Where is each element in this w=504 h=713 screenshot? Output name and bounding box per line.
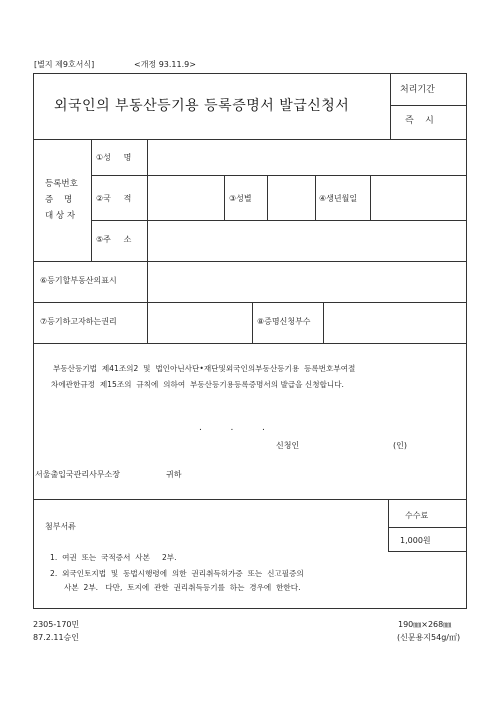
name-field-label: ①성 명 xyxy=(96,153,132,162)
fee-label: 수수료 xyxy=(405,511,429,520)
recipient-office: 서울출입국관리사무소장 xyxy=(35,470,121,479)
nationality-field[interactable] xyxy=(148,176,224,220)
name-field[interactable] xyxy=(148,140,466,175)
birth-field-label: ④생년월일 xyxy=(319,194,358,203)
address-field[interactable] xyxy=(148,221,466,261)
footer-approval: 87.2.11승인 xyxy=(33,633,79,642)
statement-line1: 부동산등기법 제41조의2 및 법인아닌사단•재단및외국인의부동산등기용 등록번호부여절 xyxy=(53,364,356,373)
processing-period-value: 즉 시 xyxy=(405,116,434,126)
attachment-item-2-line2: 사본 2부. 다만, 토지에 관한 권리취득등기를 하는 경우에 한한다. xyxy=(64,583,301,592)
copies-field-label: ⑧증명신청부수 xyxy=(257,317,311,326)
attachment-item-2-line1: 2. 외국인토지법 및 동법시행령에 의한 권리취득허가증 또는 신고필증의 xyxy=(50,569,304,578)
rights-field[interactable] xyxy=(148,303,252,343)
sex-field-label: ③성별 xyxy=(229,194,252,203)
processing-period-label: 처리기간 xyxy=(400,85,435,95)
fee-amount: 1,000원 xyxy=(400,536,431,545)
application-date: . . . xyxy=(199,423,265,433)
revision-note: <개정 93.11.9> xyxy=(134,60,196,69)
form-number: [별지 제9호서식] xyxy=(34,60,95,69)
birth-field[interactable] xyxy=(371,176,466,220)
statement-line2: 차에관한규정 제15조의 규칙에 의하여 부동산등기용등록증명서의 발급을 신청합니다. xyxy=(51,380,344,389)
footer-code: 2305-170민 xyxy=(33,620,80,629)
attachment-item-1: 1. 여권 또는 국적증서 사본 2부. xyxy=(50,553,177,562)
property-field-label: ⑥등기할부동산의표시 xyxy=(40,276,117,285)
address-field-label: ⑤주 소 xyxy=(96,235,132,244)
property-field[interactable] xyxy=(148,262,466,302)
applicant-seal: (인) xyxy=(393,441,407,450)
sex-field[interactable] xyxy=(268,176,315,220)
attachments-title: 첨부서류 xyxy=(45,522,76,531)
footer-size: 190㎜×268㎜ xyxy=(398,620,452,629)
footer-paper: (신문용지54g/㎡) xyxy=(397,633,461,642)
subject-label-line2: 증 명 xyxy=(45,195,73,205)
subject-label-line3: 대 상 자 xyxy=(45,211,76,221)
form-title: 외국인의 부동산등기용 등록증명서 발급신청서 xyxy=(54,98,350,114)
nationality-field-label: ②국 적 xyxy=(96,194,132,203)
copies-field[interactable] xyxy=(324,303,466,343)
rights-field-label: ⑦등기하고자하는권리 xyxy=(40,317,117,326)
applicant-name-field[interactable] xyxy=(312,438,390,452)
applicant-label: 신청인 xyxy=(276,441,300,450)
subject-label-line1: 등록번호 xyxy=(45,179,78,189)
recipient-honorific: 귀하 xyxy=(166,470,182,479)
